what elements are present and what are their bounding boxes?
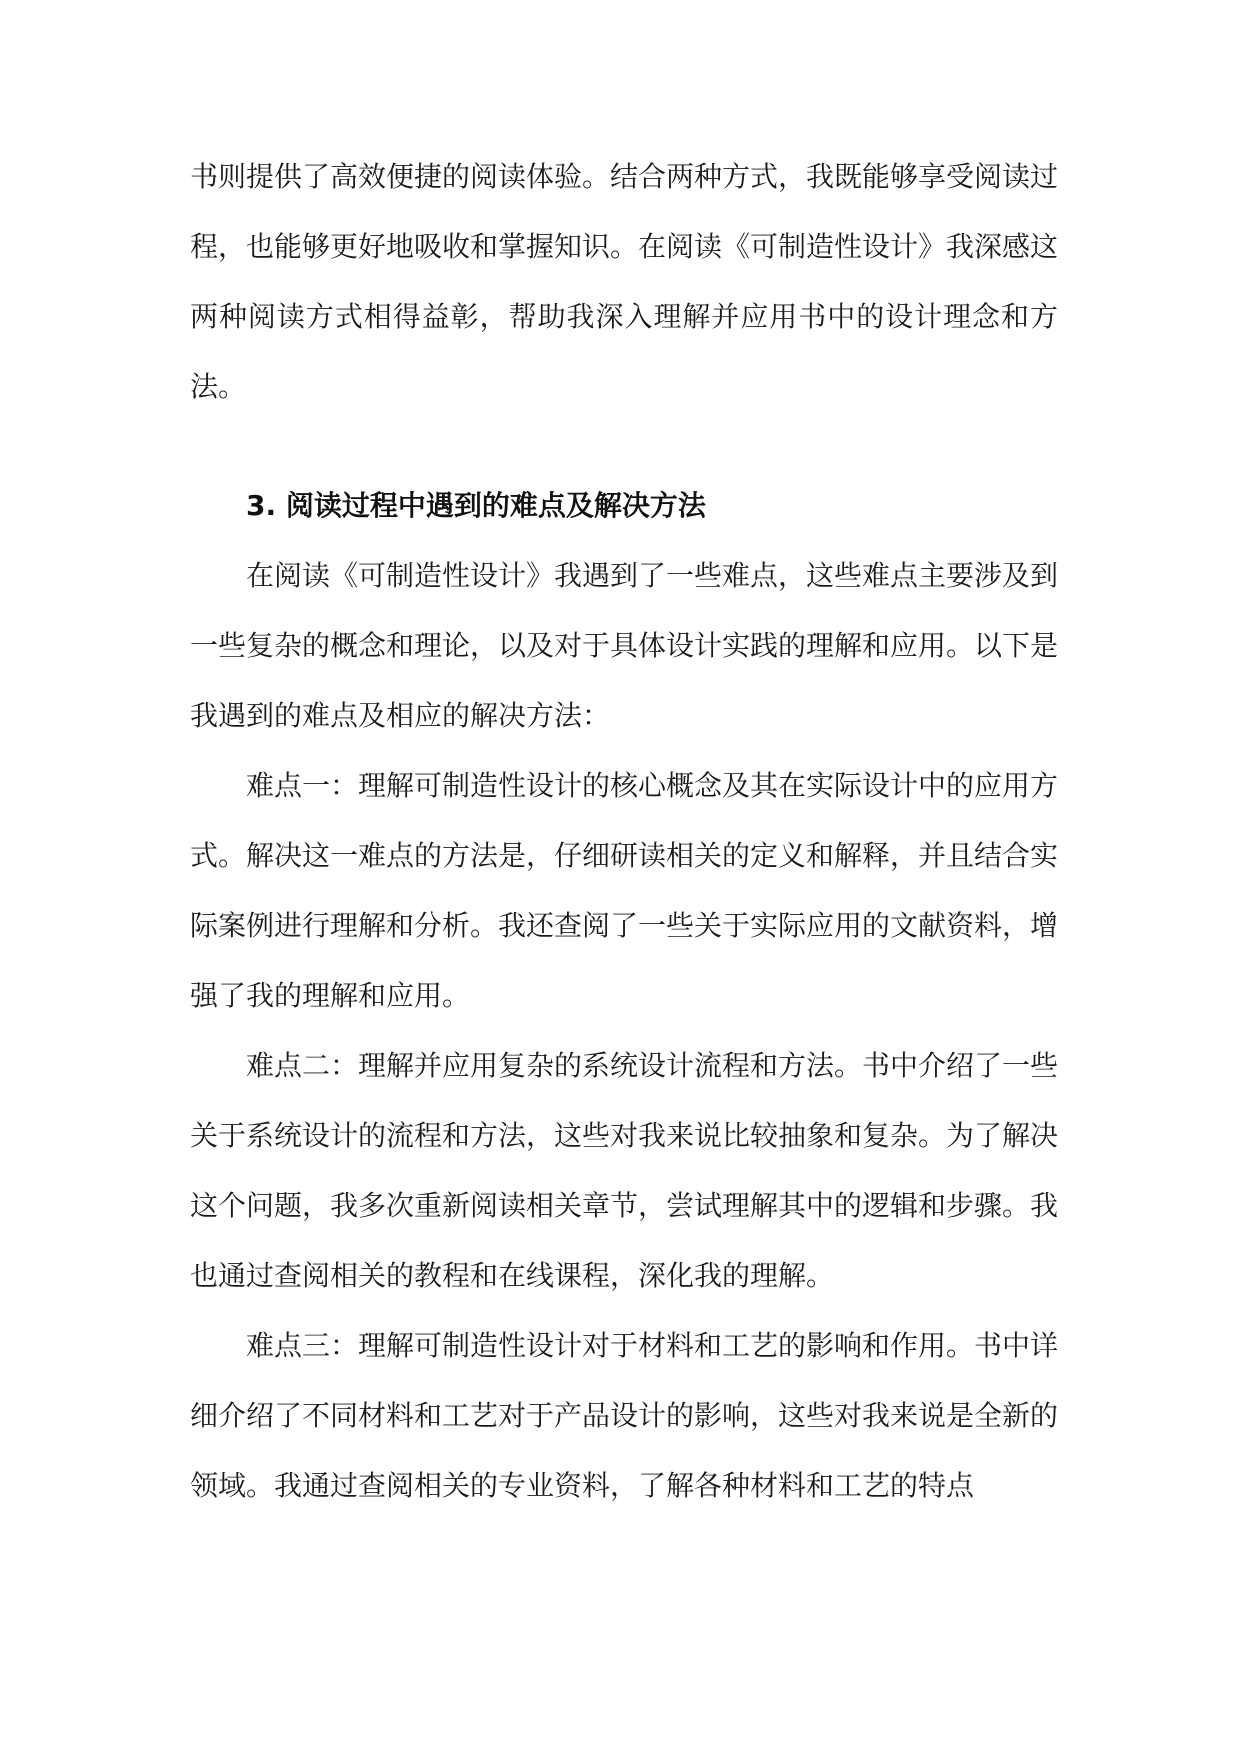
section-spacer [190, 422, 1058, 471]
intro-paragraph: 书则提供了高效便捷的阅读体验。结合两种方式，我既能够享受阅读过程，也能够更好地吸收和掌握知识。在阅读《可制造性设计》我深感这两种阅读方式相得益彰，帮助我深入理解并应用书中的设计理念和方法。 [190, 160, 1059, 403]
section-heading: 3. 阅读过程中遇到的难点及解决方法 [246, 489, 706, 522]
difficulty-1-paragraph: 难点一：理解可制造性设计的核心概念及其在实际设计中的应用方式。解决这一难点的方法是，仔细研读相关的定义和解释，并且结合实际案例进行理解和分析。我还查阅了一些关于实际应用的文献资料，增强了我的理解和应用。 [190, 769, 1059, 1012]
body-text [190, 142, 1058, 1521]
section-intro-paragraph: 在阅读《可制造性设计》我遇到了一些难点，这些难点主要涉及到一些复杂的概念和理论，以及对于具体设计实践的理解和应用。以下是我遇到的难点及相应的解决方法： [190, 559, 1059, 732]
difficulty-3-paragraph: 难点三：理解可制造性设计对于材料和工艺的影响和作用。书中详细介绍了不同材料和工艺对于产品设计的影响，这些对我来说是全新的领域。我通过查阅相关的专业资料，了解各种材料和工艺的特点 [190, 1329, 1059, 1502]
difficulty-2-paragraph: 难点二：理解并应用复杂的系统设计流程和方法。书中介绍了一些关于系统设计的流程和方法，这些对我来说比较抽象和复杂。为了解决这个问题，我多次重新阅读相关章节，尝试理解其中的逻辑和步骤。我也通过查阅相关的教程和在线课程，深化我的理解。 [190, 1049, 1059, 1292]
